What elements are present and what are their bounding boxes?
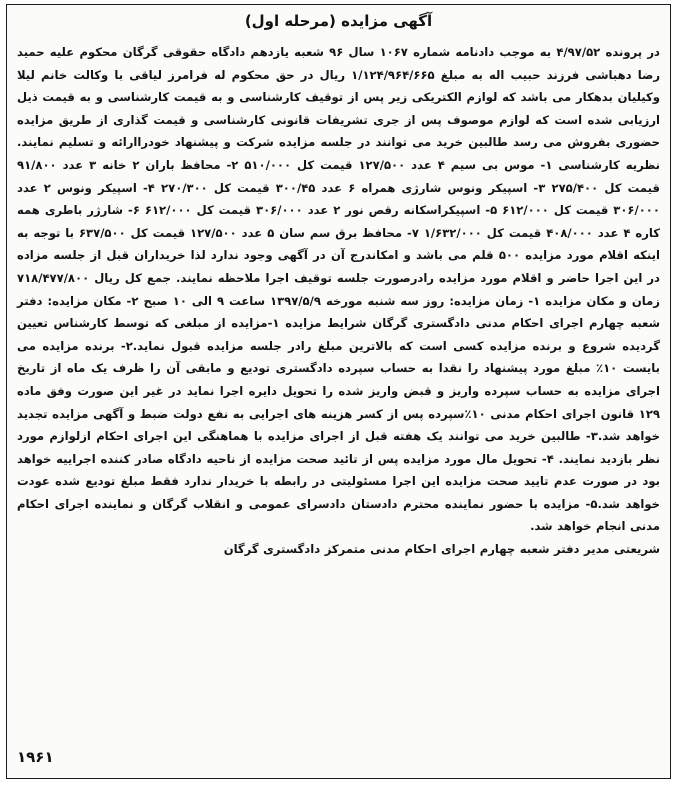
notice-body: [17, 41, 660, 561]
ad-code: ۱۹۶۱: [17, 748, 54, 766]
notice-title: آگهی مزایده (مرحله اول): [244, 12, 433, 30]
notice-text: در پرونده ۴/۹۷/۵۲ به موجب دادنامه شماره ۱۰۶۷ سال ۹۶ شعبه یازدهم دادگاه حقوقی گرگان محکوم علیه حمید رضا دهباشی فرزند حبیب اله به مبلغ ۱/۱۲۴/۹۶۴/۶۶۵ ریال در حق محکوم له فرامرز لیاقی با وکالت خانم لیلا وکیلیان بدهکار می باشد که لوازم الکتریکی زیر پس از توقیف کارشناسی و به قیمت کارشناسی و به قیمت ذیل ارزیابی شده است که لوازم موصوف پس از جری تشریفات قانونی کارشناسی و قیمت گذاری از طریق مزایده حضوری بفروش می رسد طالبین خرید می توانند در جلسه مزایده شرکت و پیشنهاد خودراارائه و تسلیم نمایند. نظریه کارشناسی ۱- موس بی سیم ۴ عدد ۱۲۷/۵۰۰ قیمت کل ۵۱۰/۰۰۰ ۲- محافظ باران ۲ خانه ۳ عدد ۹۱/۸۰۰ قیمت کل ۲۷۵/۴۰۰ ۳- اسپیکر ونوس شارژی همراه ۶ عدد ۳۰۰/۴۵ قیمت کل ۲۷۰/۳۰۰ ۴- اسپیکر ونوس ۲ عدد ۳۰۶/۰۰۰ قیمت کل ۶۱۲/۰۰۰ ۵- اسپیکراسکانه رقص نور ۲ عدد ۳۰۶/۰۰۰ قیمت کل ۶۱۲/۰۰۰ ۶- شارژر باطری همه کاره ۴ عدد ۴۰۸/۰۰۰ قیمت کل ۱/۶۳۲/۰۰۰ ۷- محافظ برق سم سان ۵ عدد ۱۲۷/۵۰۰ قیمت کل ۶۳۷/۵۰۰ با توجه به اینکه اقلام مورد مزایده ۵۰۰ قلم می باشد و امکاندرج آن در آگهی وجود ندارد لذا خریداران قبل از جلسه مزاده در این اجرا حاضر و اقلام مورد مزایده رادرصورت جلسه توقیف اجرا ملاحظه نمایند. جمع کل ریال ۷۱۸/۴۷۷/۸۰۰ زمان و مکان مزایده ۱- زمان مزایده: روز سه شنبه مورخه ۱۳۹۷/۵/۹ ساعت ۹ الی ۱۰ صبح ۲- مکان مزایده: دفتر شعبه چهارم اجرای احکام مدنی دادگستری گرگان شرایط مزایده ۱-مزایده از مبلغی که توسط کارشناس تعیین گردیده شروع و برنده مزایده کسی است که بالاترین مبلغ رادر جلسه مزایده قبول نماید.۲- برنده مزایده می بایست ۱۰٪ مبلغ مورد پیشنهاد را نقدا به حساب سپرده دادگستری تودیع و مابقی آن را ظرف یک ماه از تاریخ اجرای مزایده به حساب سپرده واریز و قبض واریز شده را تحویل دایره اجرا نماید در غیر این صورت وفق ماده ۱۲۹ قانون اجرای احکام مدنی ۱۰٪سپرده پس از کسر هزینه های اجرایی به نفع دولت ضبط و آگهی مزایده تجدید خواهد شد.۳- طالبین خرید می توانند یک هفته قبل از اجرای مزایده با هماهنگی این اجرای احکام ازلوازم مورد نظر بازدید نمایند. ۴- تحویل مال مورد مزایده پس از تائید صحت مزایده از ناحیه دادگاه صادر کننده اجراییه خواهد بود در صورت عدم تایید صحت مزایده این اجرا مسئولیتی در رابطه با خریدار ندارد فقط مبلغ تودیع شده عودت خواهد شد.۵- مزایده با حضور نماینده محترم دادستان دادسرای عمومی و انقلاب گرگان و نماینده اجرای احکام مدنی انجام خواهد شد.: [17, 45, 661, 534]
auction-notice-clipping: [6, 4, 671, 779]
notice-signature: شریعتی مدیر دفتر شعبه چهارم اجرای احکام مدنی متمرکز دادگستری گرگان: [223, 542, 660, 557]
